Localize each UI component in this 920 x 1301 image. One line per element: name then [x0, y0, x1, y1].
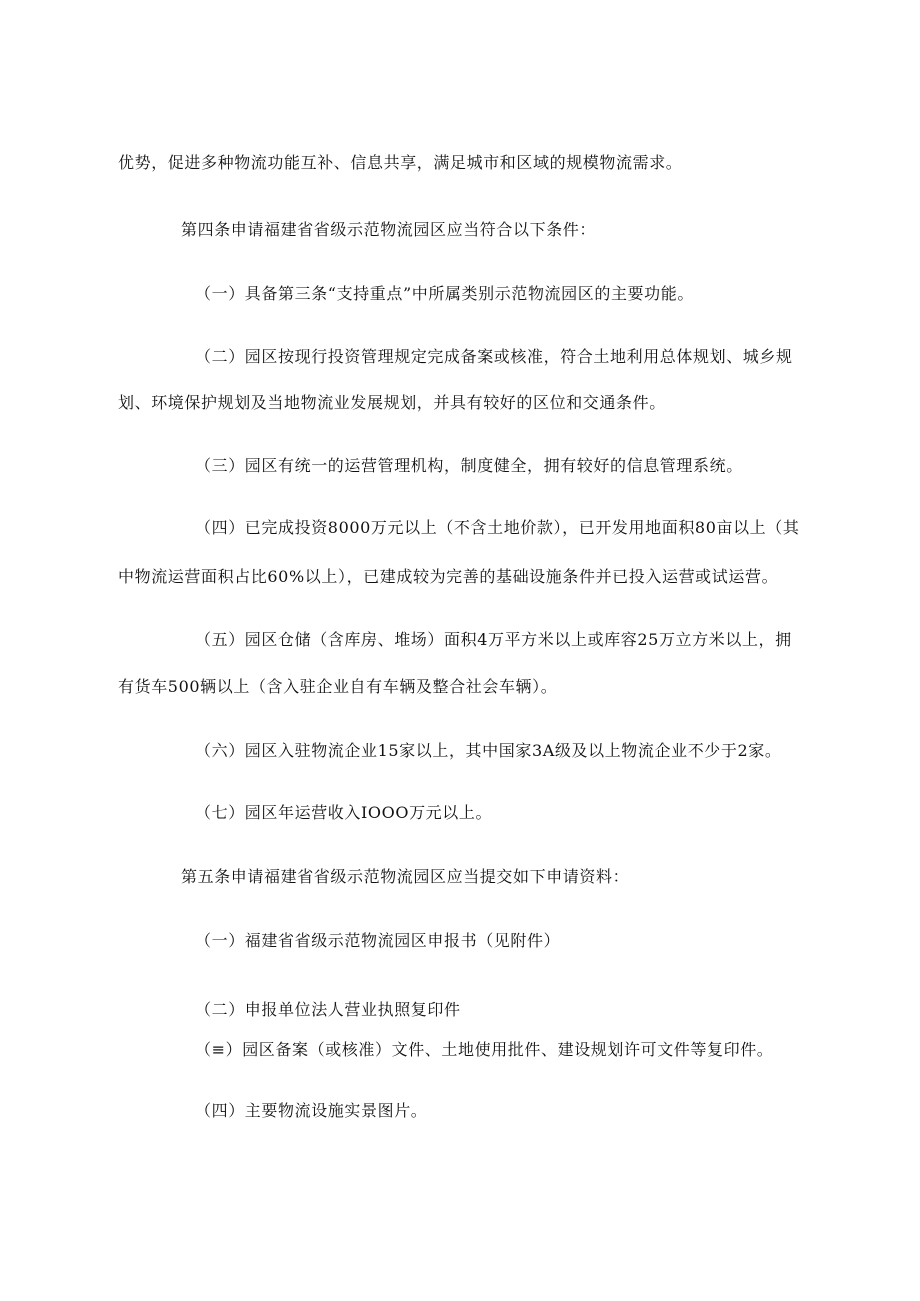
text-line: 划、环境保护规划及当地物流业发展规划，并具有较好的区位和交通条件。 — [118, 393, 666, 412]
text-line: （六）园区入驻物流企业15家以上，其中国家3A级及以上物流企业不少于2家。 — [195, 741, 782, 760]
text-line: （七）园区年运营收入IOOO万元以上。 — [195, 803, 493, 822]
article-heading: 第五条申请福建省省级示范物流园区应当提交如下申请资料： — [181, 867, 630, 886]
text-line: （三）园区有统一的运营管理机构，制度健全，拥有较好的信息管理系统。 — [195, 456, 743, 475]
text-line: 优势，促进多种物流功能互补、信息共享，满足城市和区域的规模物流需求。 — [118, 153, 683, 172]
article-heading: 第四条申请福建省省级示范物流园区应当符合以下条件： — [181, 220, 597, 239]
text-line: 中物流运营面积占比60%以上），已建成较为完善的基础设施条件并已投入运营或试运营。 — [118, 567, 779, 586]
text-line: （一）具备第三条“支持重点”中所属类别示范物流园区的主要功能。 — [195, 284, 694, 303]
text-line: （四）已完成投资8000万元以上（不含土地价款），已开发用地面积80亩以上（其 — [195, 518, 800, 537]
text-line: （四）主要物流设施实景图片。 — [195, 1101, 428, 1120]
text-line: （五）园区仓储（含库房、堆场）面积4万平方米以上或库容25万立方米以上，拥 — [195, 630, 792, 649]
text-line: （一）福建省省级示范物流园区申报书（见附件） — [195, 931, 561, 950]
text-line: 有货车500辆以上（含入驻企业自有车辆及整合社会车辆）。 — [118, 677, 558, 696]
text-line: （≡）园区备案（或核准）文件、土地使用批件、建设规划许可文件等复印件。 — [195, 1040, 774, 1059]
text-line: （二）申报单位法人营业执照复印件 — [195, 1000, 461, 1019]
text-line: （二）园区按现行投资管理规定完成备案或核准，符合土地利用总体规划、城乡规 — [195, 347, 793, 366]
